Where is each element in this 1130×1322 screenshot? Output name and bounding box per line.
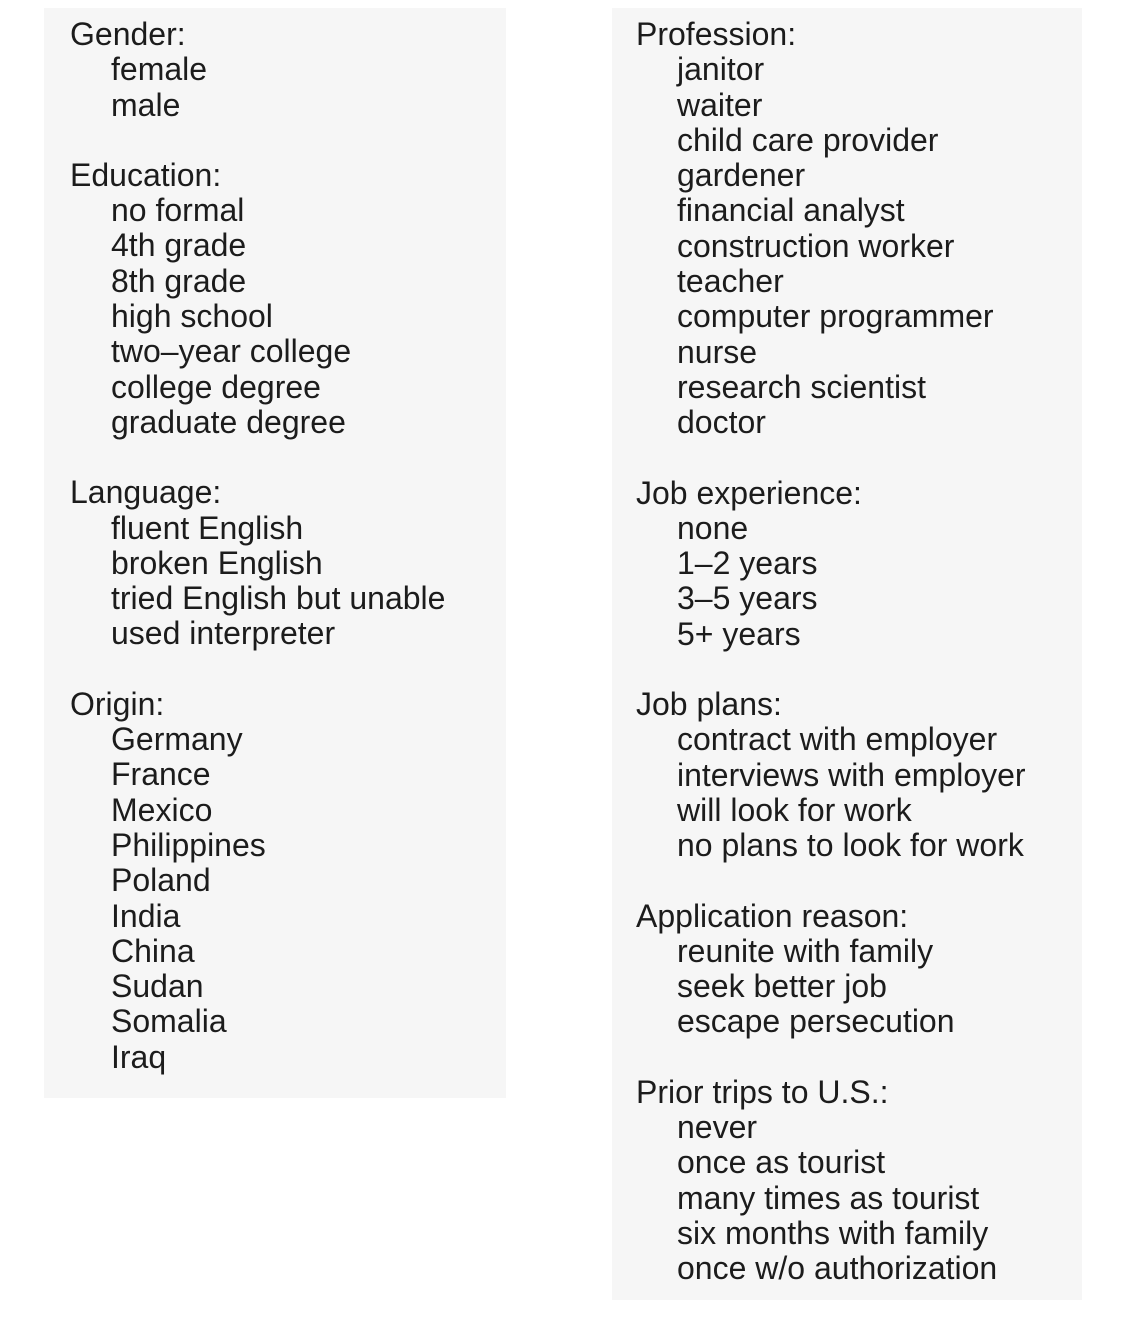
attribute-level: female (111, 51, 208, 88)
attribute-level: tried English but unable (111, 580, 446, 617)
attribute-heading: Profession: (636, 16, 797, 52)
attribute-level: Poland (111, 862, 211, 899)
attribute-level: India (111, 897, 181, 934)
attribute-level: child care provider (677, 121, 939, 158)
attribute-level: two–year college (111, 333, 352, 370)
attribute-level-list (636, 511, 1026, 652)
attribute-heading: Language: (70, 474, 222, 511)
attribute-level: broken English (111, 544, 323, 581)
attribute-heading: Gender: (70, 16, 186, 52)
attribute-level-list (636, 1110, 1026, 1286)
attribute-level: will look for work (677, 791, 912, 828)
attribute-level-list (70, 511, 445, 652)
attribute-level: high school (111, 298, 273, 335)
attribute-level: college degree (111, 368, 321, 405)
attribute-level: China (111, 932, 195, 969)
attribute-level: Sudan (111, 968, 204, 1005)
attribute-group-prior-trips-to-u-s (636, 1075, 1026, 1287)
attribute-heading: Application reason: (636, 897, 909, 934)
attribute-level-list (636, 52, 1026, 440)
attribute-heading: Job plans: (636, 686, 782, 723)
attribute-level: once w/o authorization (677, 1250, 998, 1287)
attribute-heading: Origin: (70, 685, 165, 722)
attribute-level: reunite with family (677, 932, 934, 969)
attribute-level: doctor (677, 404, 766, 441)
attribute-group-job-plans (636, 687, 1026, 863)
attribute-level: 5+ years (677, 615, 801, 652)
attribute-level: 8th grade (111, 262, 247, 299)
attribute-level: janitor (677, 51, 765, 88)
attribute-level: contract with employer (677, 721, 998, 758)
attribute-group-gender (70, 17, 445, 123)
attribute-level: 3–5 years (677, 580, 818, 617)
attribute-level: interviews with employer (677, 756, 1026, 793)
attribute-level: nurse (677, 333, 758, 370)
attribute-level: Mexico (111, 791, 213, 828)
attribute-level: Somalia (111, 1003, 227, 1040)
attribute-group-profession (636, 17, 1026, 441)
attribute-group-origin (70, 687, 445, 1075)
attribute-level: construction worker (677, 227, 955, 264)
attribute-level: research scientist (677, 368, 926, 405)
attribute-heading: Prior trips to U.S.: (636, 1073, 889, 1110)
attribute-level: Philippines (111, 826, 266, 863)
attribute-level-list (636, 722, 1026, 863)
attribute-level: France (111, 756, 211, 793)
attribute-level-list (70, 52, 445, 123)
attribute-group-education (70, 158, 445, 440)
left-attribute-column (70, 17, 445, 1110)
attribute-group-language (70, 475, 445, 651)
attribute-level: Germany (111, 721, 243, 758)
attribute-heading: Education: (70, 156, 222, 193)
attribute-level: escape persecution (677, 1003, 955, 1040)
attribute-level: 4th grade (111, 227, 247, 264)
attribute-level: six months with family (677, 1214, 989, 1251)
right-attribute-column (636, 17, 1026, 1322)
attribute-level: never (677, 1109, 758, 1146)
attribute-level-list (636, 934, 1026, 1040)
attribute-level: computer programmer (677, 298, 994, 335)
attribute-level: fluent English (111, 509, 304, 546)
attribute-level: Iraq (111, 1038, 167, 1075)
attribute-level-list (70, 193, 445, 440)
attribute-level: waiter (677, 86, 763, 123)
attribute-level: male (111, 86, 181, 123)
attribute-level: many times as tourist (677, 1179, 980, 1216)
attribute-level: no formal (111, 192, 245, 229)
attribute-level: none (677, 509, 749, 546)
attribute-level: used interpreter (111, 615, 336, 652)
attribute-level: no plans to look for work (677, 827, 1024, 864)
attribute-level: gardener (677, 157, 806, 194)
attribute-level: financial analyst (677, 192, 905, 229)
attribute-level: 1–2 years (677, 545, 818, 582)
attribute-level-list (70, 722, 445, 1075)
attribute-group-application-reason (636, 899, 1026, 1040)
attribute-group-job-experience (636, 476, 1026, 652)
attribute-level: graduate degree (111, 403, 346, 440)
attribute-level: teacher (677, 263, 784, 300)
attribute-level: seek better job (677, 968, 887, 1005)
attribute-heading: Job experience: (636, 474, 862, 511)
attribute-level: once as tourist (677, 1144, 886, 1181)
